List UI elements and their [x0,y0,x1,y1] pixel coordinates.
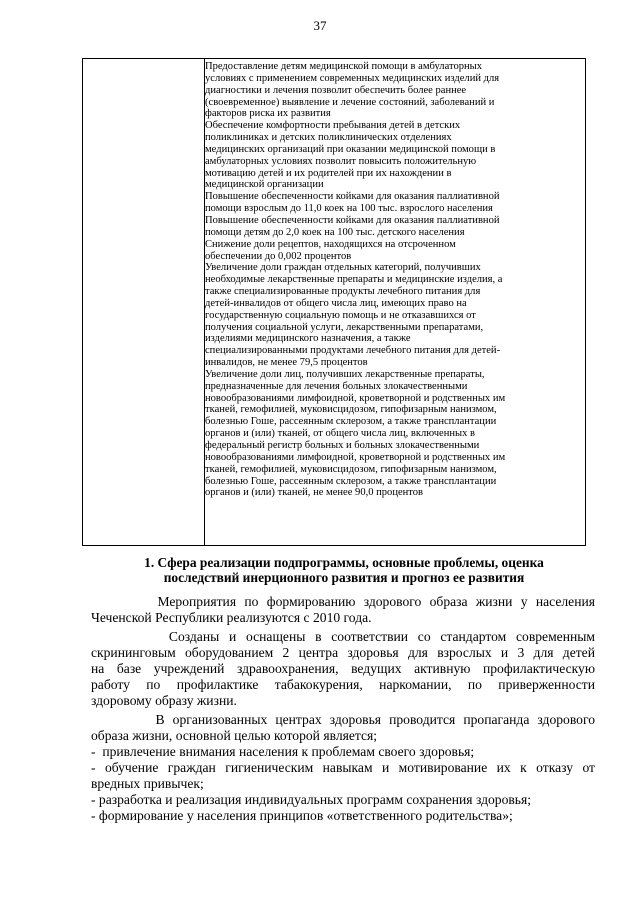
table-text-line: Снижение доли рецептов, находящихся на отсроченном [205,238,456,250]
list-item: - привлечение внимания населения к проблемам своего здоровья; [91,744,475,759]
table-right-cell [205,61,583,499]
paragraph-line: работу по профилактике табакокурения, наркомании, по приверженности [91,677,595,692]
table-text-line: мотивацию детей и их родителей при их нахождении в [205,167,452,179]
table-text-line: необходимые лекарственные препараты и медицинские изделия, а [205,274,503,286]
list-item: - формирование у населения принципов «ответственного родительства»; [91,808,513,823]
list-item: - разработка и реализация индивидуальных программ сохранения здоровья; [91,792,532,807]
table-text-line: Повышение обеспеченности койками для оказания паллиативной [205,191,500,203]
table-text-line: получения социальной услуги, лекарственными препаратами, [205,321,484,333]
table-text-line: диагностики и лечения позволит обеспечить более раннее [205,84,467,96]
paragraph-line: образа жизни, основной целью которой является; [91,728,378,743]
table-text-line: Обеспечение комфортности пребывания детей в детских [205,120,461,132]
results-table [82,58,586,546]
table-text-line: поликлиниках и детских поликлинических отделениях [205,132,452,144]
table-text-line: также специализированные продукты лечебного питания для [205,286,481,298]
table-text-line: медицинских организаций при оказании медицинской помощи в [205,143,496,155]
section-heading [96,556,592,585]
table-text-line: Повышение обеспеченности койками для оказания паллиативной [205,214,500,226]
table-text-line: новообразованиями лимфоидной, кроветворной и родственных им [205,451,506,463]
table-text-line: федеральный регистр больных и больных злокачественными [205,440,480,451]
table-left-cell [83,59,205,545]
table-text-line: новообразованиями лимфоидной, кроветворной и родственных им [205,392,506,404]
paragraph-line: скрининговым оборудованием 2 центра здоровья для взрослых и 3 для детей [91,645,595,660]
table-text-line: (своевременное) выявление и лечение состояний, заболеваний и [205,96,495,108]
body-text [91,594,595,824]
section-heading-line: 1. Сфера реализации подпрограммы, основные проблемы, оценка [144,555,544,570]
table-text-line: детей-инвалидов от общего числа лиц, имеющих право на [205,297,467,309]
table-text-line: обеспечении до 0,002 процентов [205,250,352,262]
paragraph-line: Мероприятия по формированию здорового образа жизни у населения [91,594,596,609]
table-text-line: Увеличение доли лиц, получивших лекарственные препараты, [205,368,485,380]
list-item: - обучение граждан гигиеническим навыкам и мотивирование их к отказу от [91,760,595,775]
list-item-continuation: вредных привычек; [91,776,204,791]
page-number: 37 [313,18,327,33]
table-text-line: болезнью Гоше, рассеянным склерозом, а также трансплантации [205,475,497,487]
table-text-line: инвалидов, не менее 79,5 процентов [205,357,368,369]
table-text-line: амбулаторных условиях позволит повысить положительную [205,155,477,167]
table-text-line: факторов риска их развития [205,108,331,120]
paragraph-line: Созданы и оснащены в соответствии со стандартом современным [91,629,595,644]
table-text-line: Увеличение доли граждан отдельных категорий, получивших [205,262,481,274]
table-text-line: органов и (или) тканей, от общего числа лиц, включенных в [205,428,476,440]
table-text-line: помощи детям до 2,0 коек на 100 тыс. детского населения [205,226,465,238]
section-heading-line: последствий инерционного развития и прогноз ее развития [163,569,525,585]
table-text-line: условиях с применением современных медицинских изделий для [205,72,500,84]
paragraph-line: на базе учреждений здравоохранения, ведущих активную профилактическую [91,661,595,676]
table-text-line: предназначенные для лечения больных злокачественными [205,380,468,392]
table-text-line: Предоставление детям медицинской помощи в амбулаторных [205,61,482,72]
table-text-line: болезнью Гоше, рассеянным склерозом, а также трансплантации [205,416,497,428]
table-text-line: тканей, гемофилией, муковисцидозом, гипофизарным нанизмом, [205,404,497,416]
table-text-line: специализированными продуктами лечебного питания для детей- [205,345,501,357]
table-text-line: изделиями медицинского назначения, а также [205,333,411,345]
table-text-line: государственную социальную помощь и не отказавшихся от [205,309,476,321]
paragraph-line: В организованных центрах здоровья проводится пропаганда здорового [91,712,596,727]
table-text-line: тканей, гемофилией, муковисцидозом, гипофизарным нанизмом, [205,463,497,475]
paragraph-line: здоровому образу жизни. [91,693,237,708]
table-text-line: помощи взрослым до 11,0 коек на 100 тыс. взрослого населения [205,203,493,215]
table-text-line: медицинской организации [205,179,324,191]
table-text-line: органов и (или) тканей, не менее 90,0 процентов [205,487,424,499]
paragraph-line: Чеченской Республики реализуются с 2010 года. [91,610,372,625]
